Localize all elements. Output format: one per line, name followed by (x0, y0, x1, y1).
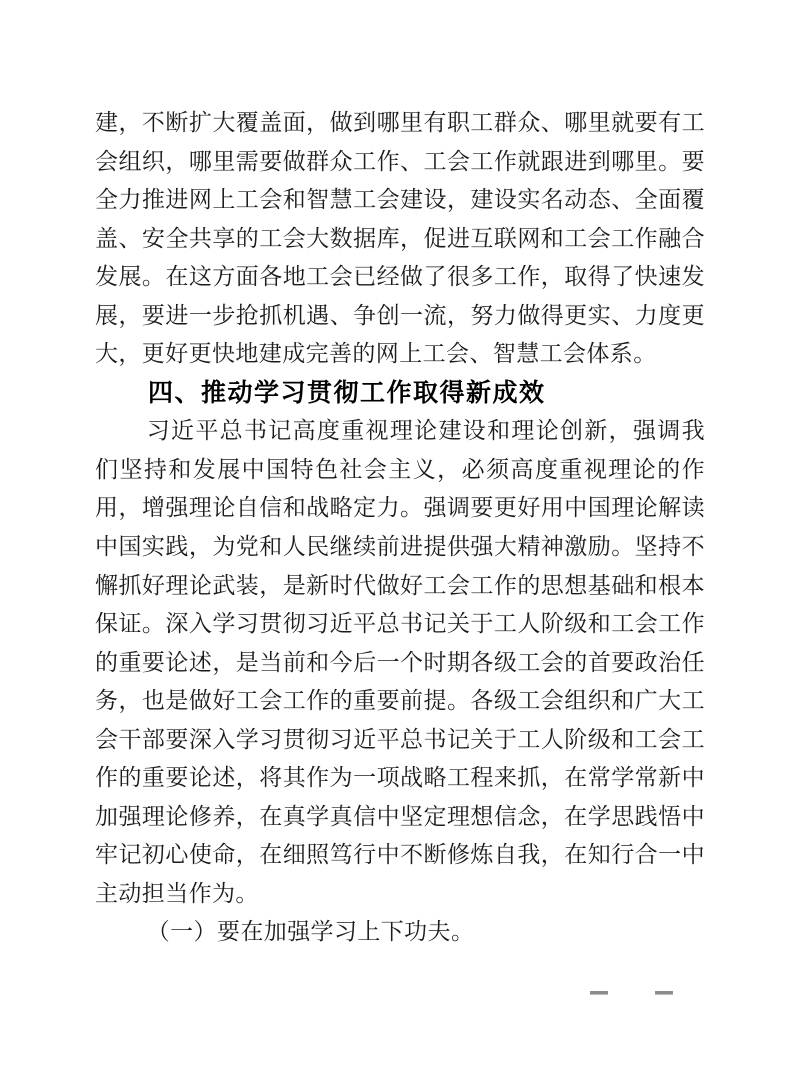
paragraph-body: 习近平总书记高度重视理论建设和理论创新，强调我们坚持和发展中国特色社会主义，必须高度重视理论的作用，增强理论自信和战略定力。强调要更好用中国理论解读中国实践，为党和人民继续前进提供强大精神激励。坚持不懈抓好理论武装，是新时代做好工会工作的思想基础和根本保证。深入学习贯彻习近平总书记关于工人阶级和工会工作的重要论述，是当前和今后一个时期各级工会的首要政治任务，也是做好工会工作的重要前提。各级工会组织和广大工会干部要深入学习贯彻习近平总书记关于工人阶级和工会工作的重要论述，将其作为一项战略工程来抓，在常学常新中加强理论修养，在真学真信中坚定理想信念，在学思践悟中牢记初心使命，在细照笃行中不断修炼自我，在知行合一中主动担当作为。 (95, 418, 705, 906)
page-dash-right-icon (655, 991, 673, 995)
page-number-marker (590, 991, 700, 995)
section-heading: 四、推动学习贯彻工作取得新成效 (148, 378, 546, 407)
text-block (95, 104, 705, 952)
subsection-heading: （一）要在加强学习上下功夫。 (146, 919, 475, 945)
paragraph-continuation: 建，不断扩大覆盖面，做到哪里有职工群众、哪里就要有工会组织，哪里需要做群众工作、工会工作就跟进到哪里。要全力推进网上工会和智慧工会建设，建设实名动态、全面覆盖、安全共享的工会大数据库，促进互联网和工会工作融合发展。在这方面各地工会已经做了很多工作，取得了快速发展，要进一步抢抓机遇、争创一流，努力做得更实、力度更大，更好更快地建成完善的网上工会、智慧工会体系。 (95, 110, 705, 367)
page-dash-left-icon (590, 991, 608, 995)
